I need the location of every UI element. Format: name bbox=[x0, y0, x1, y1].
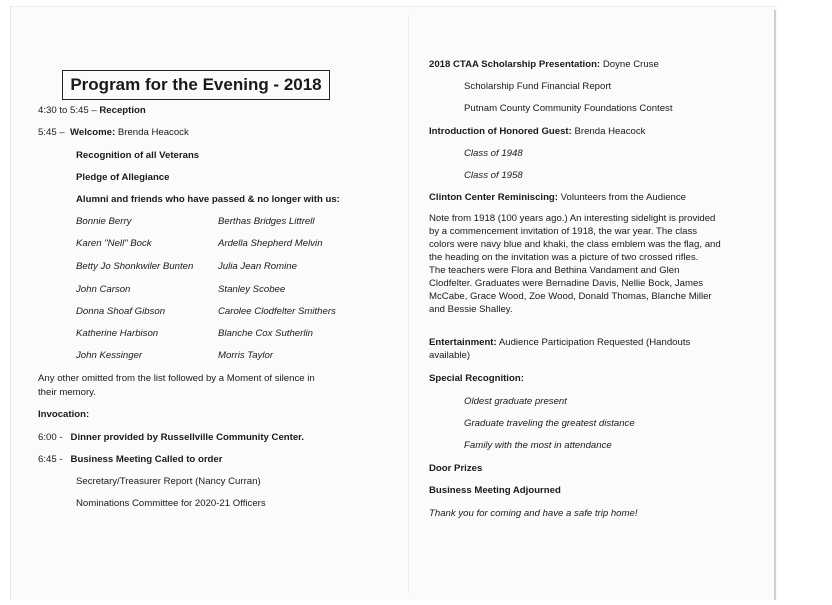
intro-person: Brenda Heacock bbox=[574, 126, 646, 137]
list-item: Blanche Cox Sutherlin bbox=[218, 328, 313, 339]
list-item: John Kessinger bbox=[76, 350, 143, 361]
page-fold bbox=[408, 14, 409, 594]
nominations-committee: Nominations Committee for 2020-21 Officers bbox=[76, 498, 266, 509]
list-item: Bonnie Berry bbox=[76, 216, 132, 227]
business-row bbox=[38, 454, 222, 466]
list-item: John Carson bbox=[76, 284, 131, 295]
entertainment-rest: Audience Participation Requested (Handouts bbox=[498, 337, 691, 348]
note-line: The teachers were Flora and Bethina Vandament and Glen bbox=[429, 265, 680, 276]
welcome-label: Welcome: bbox=[70, 127, 116, 138]
reception-row bbox=[38, 105, 146, 117]
list-item: Betty Jo Shonkwiler Bunten bbox=[76, 261, 194, 272]
family-most-attendance: Family with the most in attendance bbox=[464, 440, 612, 451]
special-recognition: Special Recognition: bbox=[429, 373, 524, 384]
note-line: Clodfelter. Graduates were Bernadine Davis, Nellie Bock, James bbox=[429, 278, 704, 289]
scholarship-row bbox=[429, 59, 659, 71]
note-line: colors were navy blue and khaki, the class emblem was the flag, and bbox=[429, 239, 721, 250]
note-line: and Bessie Shalley. bbox=[429, 304, 513, 315]
putnam-contest: Putnam County Community Foundations Contest bbox=[464, 103, 673, 114]
meeting-adjourned: Business Meeting Adjourned bbox=[429, 485, 561, 496]
intro-row bbox=[429, 126, 645, 138]
graduate-traveling: Graduate traveling the greatest distance bbox=[464, 418, 635, 429]
list-item: Stanley Scobee bbox=[218, 284, 286, 295]
door-prizes: Door Prizes bbox=[429, 463, 483, 474]
secretary-report: Secretary/Treasurer Report (Nancy Curran) bbox=[76, 476, 261, 487]
oldest-graduate: Oldest graduate present bbox=[464, 396, 567, 407]
dinner-label: Dinner provided by Russellville Community Center. bbox=[70, 432, 305, 443]
pledge-of-allegiance: Pledge of Allegiance bbox=[76, 172, 170, 183]
list-item: Donna Shoaf Gibson bbox=[76, 306, 166, 317]
clinton-row bbox=[429, 192, 686, 204]
welcome-time: 5:45 – bbox=[38, 127, 65, 138]
note-line: McCabe, Grace Wood, Zoe Wood, Donald Thomas, Blanche Miller bbox=[429, 291, 712, 302]
list-item: Julia Jean Romine bbox=[218, 261, 297, 272]
fund-report: Scholarship Fund Financial Report bbox=[464, 81, 612, 92]
veterans-recognition: Recognition of all Veterans bbox=[76, 150, 200, 161]
welcome-row bbox=[38, 127, 189, 139]
business-time: 6:45 - bbox=[38, 454, 63, 465]
scholarship-person: Doyne Cruse bbox=[602, 59, 659, 70]
note-line: the heading on the invitation was a picture of two crossed rifles. bbox=[429, 252, 699, 263]
alumni-heading: Alumni and friends who have passed & no longer with us: bbox=[76, 194, 340, 205]
entertainment-row bbox=[429, 337, 690, 349]
list-item: Katherine Harbison bbox=[76, 328, 159, 339]
class-1948: Class of 1948 bbox=[464, 148, 523, 159]
page-edge bbox=[774, 10, 776, 600]
reception-label: Reception bbox=[99, 105, 146, 116]
page-title: Program for the Evening - 2018 bbox=[62, 70, 330, 100]
welcome-person: Brenda Heacock bbox=[117, 127, 189, 138]
omitted-note-line2: their memory. bbox=[38, 387, 96, 398]
dinner-row bbox=[38, 432, 304, 444]
list-item: Morris Taylor bbox=[218, 350, 274, 361]
intro-label: Introduction of Honored Guest: bbox=[429, 126, 572, 137]
clinton-rest: Volunteers from the Audience bbox=[560, 192, 687, 203]
scholarship-label: 2018 CTAA Scholarship Presentation: bbox=[429, 59, 601, 70]
omitted-note-line1: Any other omitted from the list followed by a Moment of silence in bbox=[38, 373, 315, 384]
reception-time: 4:30 to 5:45 – bbox=[38, 105, 97, 116]
note-line: Note from 1918 (100 years ago.) An interesting sidelight is provided bbox=[429, 213, 716, 224]
dinner-time: 6:00 - bbox=[38, 432, 63, 443]
note-line: by a commencement invitation of 1918, the war year. The class bbox=[429, 226, 698, 237]
entertainment-label: Entertainment: bbox=[429, 337, 497, 348]
list-item: Berthas Bridges Littrell bbox=[218, 216, 315, 227]
invocation: Invocation: bbox=[38, 409, 90, 420]
class-1958: Class of 1958 bbox=[464, 170, 523, 181]
list-item: Carolee Clodfelter Smithers bbox=[218, 306, 336, 317]
thank-you-note: Thank you for coming and have a safe trip home! bbox=[429, 508, 638, 519]
business-label: Business Meeting Called to order bbox=[70, 454, 223, 465]
entertainment-rest-line2: available) bbox=[429, 350, 471, 361]
list-item: Ardella Shepherd Melvin bbox=[218, 238, 323, 249]
clinton-label: Clinton Center Reminiscing: bbox=[429, 192, 558, 203]
list-item: Karen "Nell" Bock bbox=[76, 238, 152, 249]
